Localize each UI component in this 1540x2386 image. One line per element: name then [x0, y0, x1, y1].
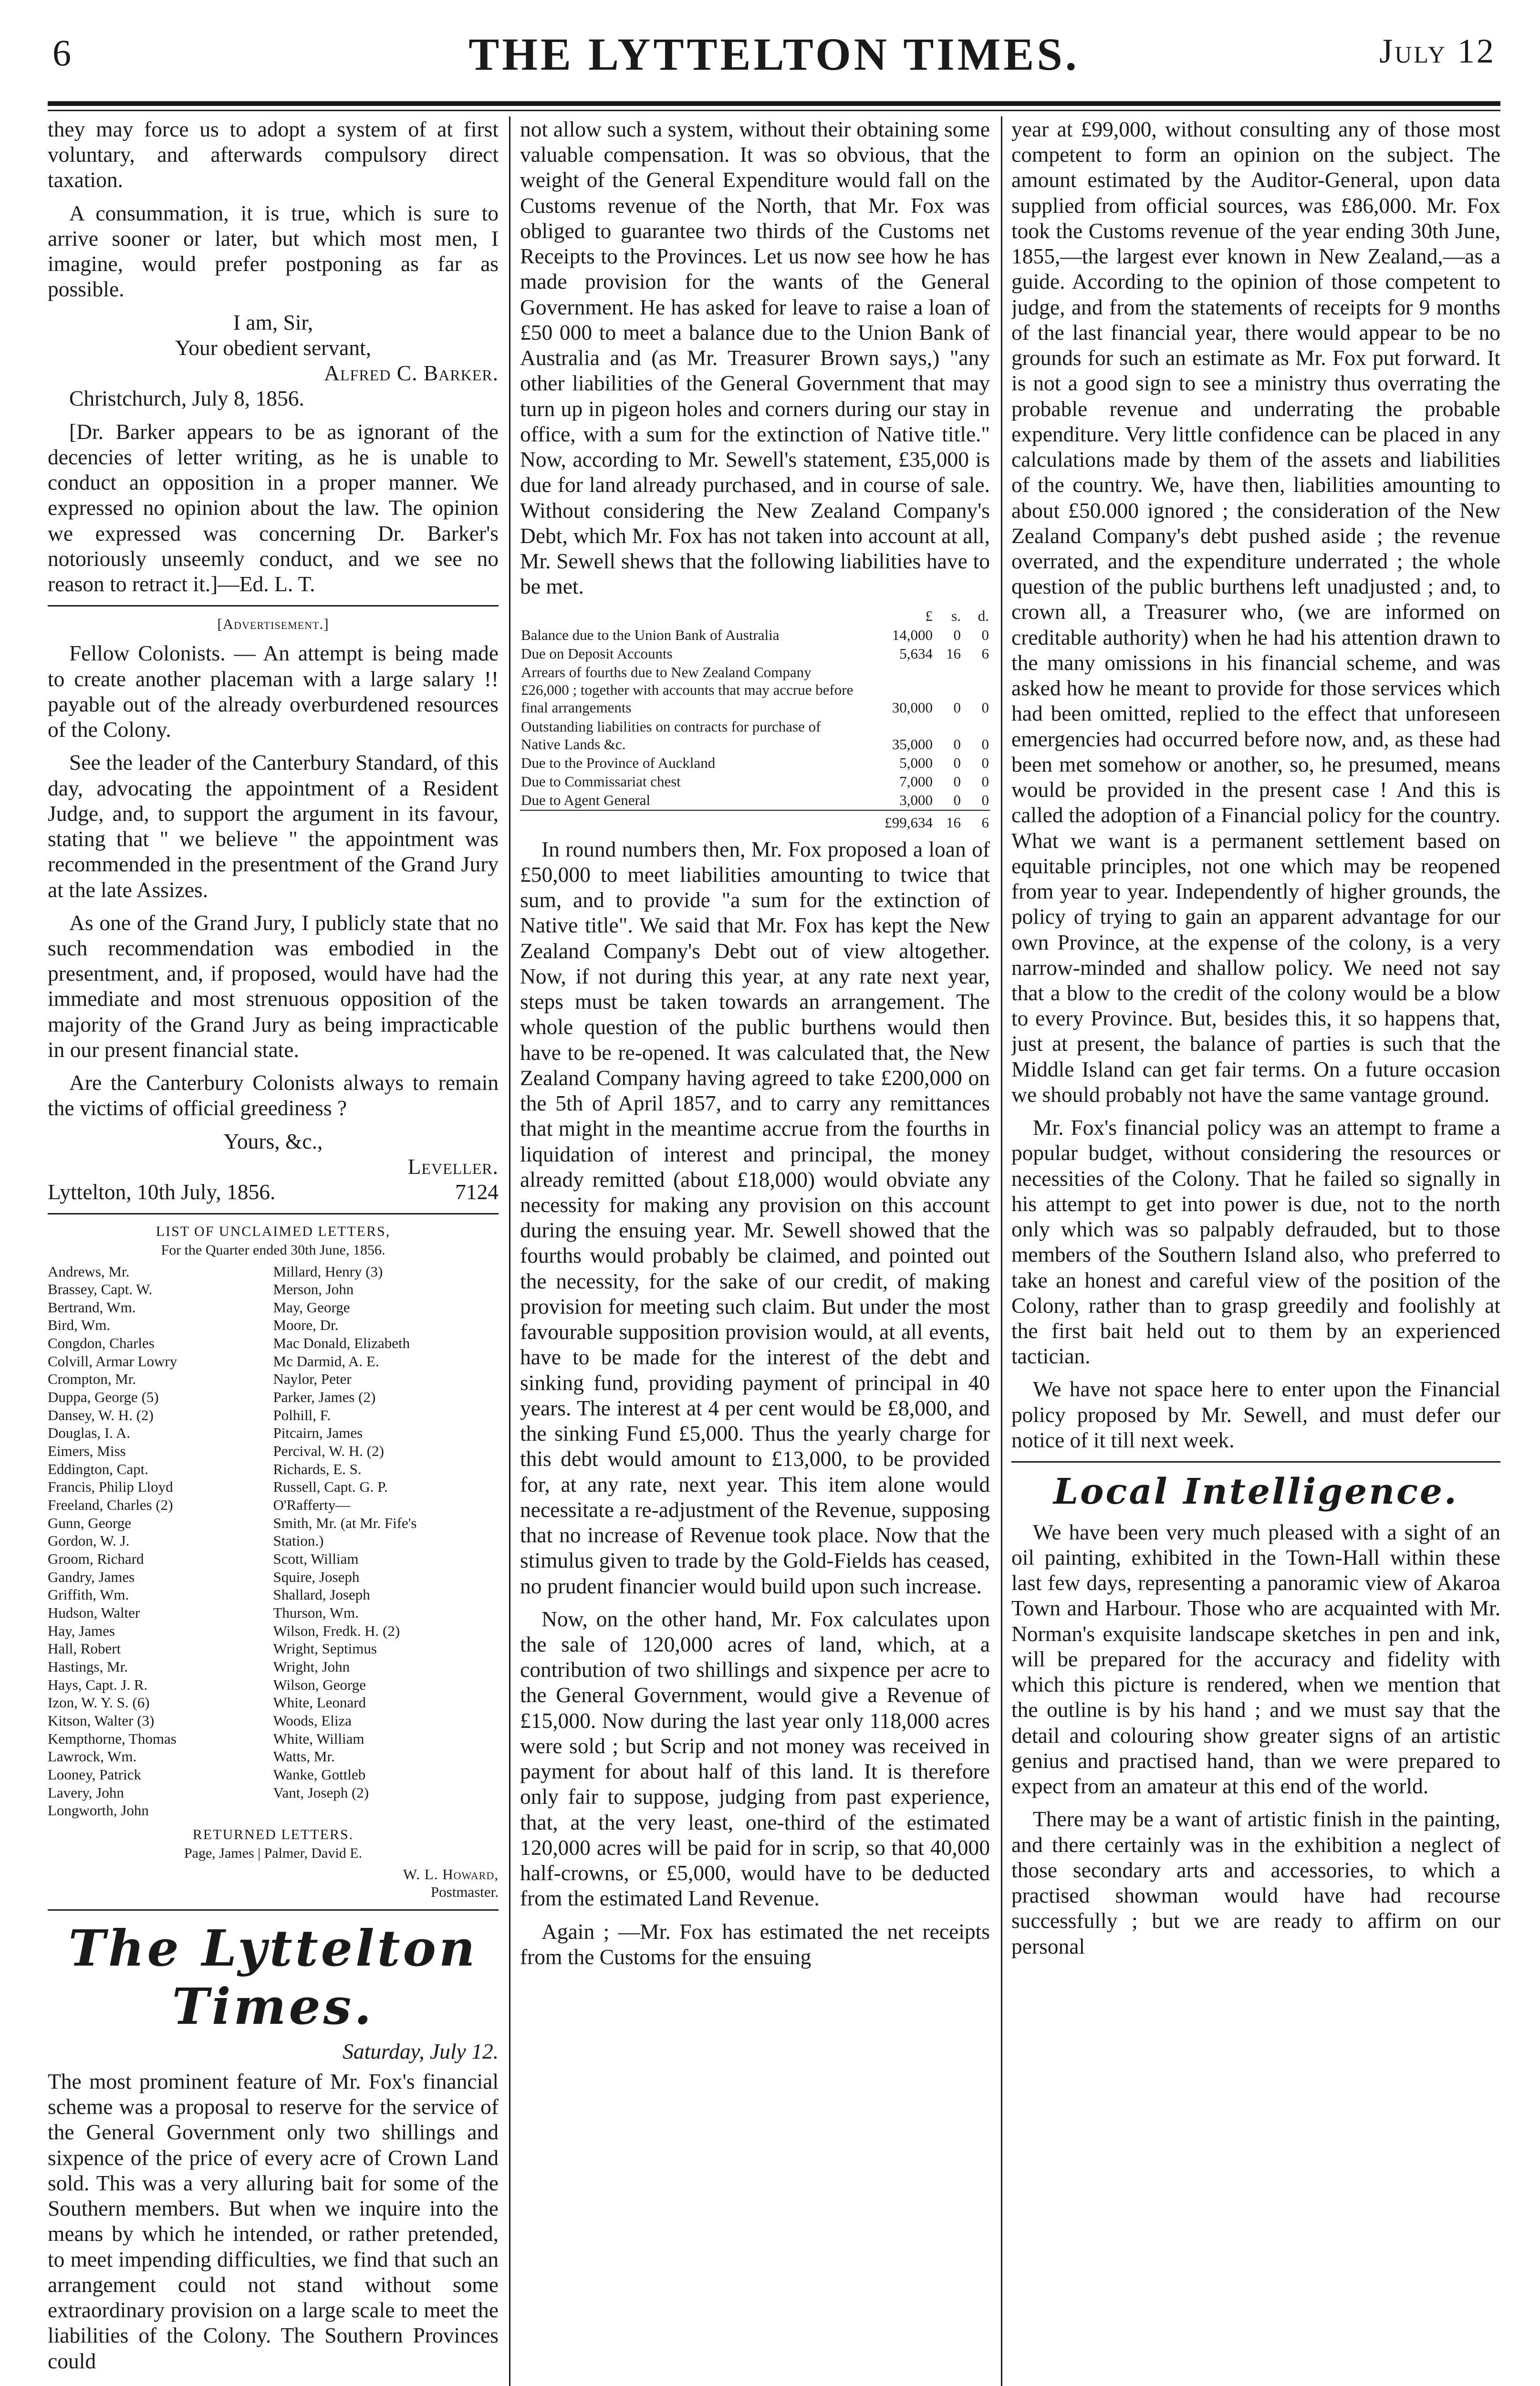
unclaimed-letter-entry: Izon, W. Y. S. (6) [48, 1694, 150, 1711]
unclaimed-letter-entry: Shallard, Joseph [273, 1586, 370, 1603]
ledger-shillings: 0 [953, 735, 961, 753]
ledger-shillings: 16 [946, 645, 961, 662]
local-intelligence-heading: Local Intelligence. [1053, 1471, 1458, 1513]
unclaimed-letter-entry: White, Leonard [273, 1694, 366, 1711]
leader-paragraph-1: The most prominent feature of Mr. Fox's financial scheme was a proposal to reserve for the service of the General Government only two shillings and sixpence of the price of every acre of Crown Land sold. This was a very alluring bait for some of the Southern members. But when we inquire into the means by which he intended, or rather pretended, to meet impending difficulties, we find that such an arrangement could not stand without some extraordinary provision on a large scale to meet the liabilities of the Colony. The Southern Provinces could [48, 2069, 499, 2373]
letter-place-date: Christchurch, July 8, 1856. [69, 386, 304, 411]
leader-paragraph-7: Mr. Fox's financial policy was an attempt to frame a popular budget, without considering the resources or necessities of the Colony. That he failed so signally in his attempt to get into power is due, not to the north only which was so palpably defrauded, but to those members of the Southern Island also, who preferred to take an honest and careful view of the position of the Colony, rather than to grasp greedily and foolishly at the first bait held out to them by an experienced tactician. [1011, 1115, 1500, 1369]
unclaimed-letter-entry: Colvill, Armar Lowry [48, 1352, 177, 1370]
column-divider-2 [1001, 116, 1002, 2386]
ledger-shillings: 0 [953, 792, 961, 809]
header-rule-thin [48, 110, 1500, 111]
unclaimed-letter-entry: Hastings, Mr. [48, 1658, 128, 1675]
column-3 [1011, 116, 1500, 2386]
ledger-shillings: 0 [953, 626, 961, 643]
leader-paragraph-4: Now, on the other hand, Mr. Fox calculates upon the sale of 120,000 acres of land, which, at a contribution of two shillings and sixpence per acre to the General Government, would give a Revenue of £15,000. Now during the last year only 118,000 acres were sold ; but Scrip and not money was received in payment for about half of this land. It is therefore only fair to suppose, judging from past experience, that, at the very least, one-third of the estimated 120,000 acres will be paid for in scrip, so that 40,000 half-crowns, or £5,000, would have to be deducted from the estimated Land Revenue. [520, 1606, 990, 1911]
ledger-shillings: 0 [953, 699, 961, 716]
advert-paragraph-1: Fellow Colonists. — An attempt is being made to create another placeman with a large salary !! payable out of the already overburdened resources of the Colony. [48, 641, 499, 742]
advert-number: 7124 [455, 1180, 499, 1204]
leader-masthead: The Lyttelton Times. [68, 1919, 478, 2036]
unclaimed-letter-entry: Station.) [273, 1532, 324, 1549]
ledger-pounds: 30,000 [892, 699, 933, 716]
unclaimed-letter-entry: Freeland, Charles (2) [48, 1496, 173, 1514]
unclaimed-letter-entry: Gunn, George [48, 1514, 132, 1531]
ledger-row [520, 626, 990, 644]
advert-paragraph-3: As one of the Grand Jury, I publicly state that no such recommendation was embodied in the presentment, and, if proposed, would have had the immediate and most strenuous opposition of the majority of the Grand Jury as being impracticable in our present financial state. [48, 910, 499, 1062]
unclaimed-letter-entry: Wilson, Fredk. H. (2) [273, 1622, 400, 1639]
unclaimed-letters-list [48, 1263, 499, 1820]
unclaimed-letter-entry: Naylor, Peter [273, 1371, 352, 1388]
liabilities-table [520, 607, 990, 831]
advert-footer [48, 1179, 499, 1204]
ledger-pounds: 5,634 [899, 645, 933, 662]
ledger-head-pounds: £ [925, 607, 933, 625]
ledger-label: Outstanding liabilities on contracts for purchase of Native Lands &c. [521, 718, 821, 753]
unclaimed-letter-entry: Richards, E. S. [273, 1460, 362, 1477]
unclaimed-letter-entry: Hudson, Walter [48, 1604, 140, 1621]
ledger-total-row [520, 810, 990, 832]
unclaimed-letter-entry: Looney, Patrick [48, 1766, 141, 1783]
ledger-total-shillings: 16 [934, 810, 962, 832]
page-number: 6 [52, 32, 71, 73]
unclaimed-letter-entry: Wright, John [273, 1658, 350, 1675]
header-date: July 12 [1379, 32, 1496, 70]
ledger-label: Due to Agent General [521, 792, 651, 809]
letter-closing: I am, Sir, [233, 310, 313, 335]
unclaimed-letter-entry: Eimers, Miss [48, 1443, 126, 1460]
column-divider-1 [509, 116, 510, 2386]
unclaimed-letter-entry: Mc Darmid, A. E. [273, 1352, 379, 1370]
unclaimed-letter-entry: Lavery, John [48, 1784, 124, 1801]
advert-closing: Yours, &c., [223, 1129, 323, 1153]
unclaimed-letter-entry: Woods, Eliza [273, 1712, 352, 1729]
letter-paragraph-2: A consummation, it is true, which is sure to arrive sooner or later, but which most men, I imagine, would prefer postponing as far as possible. [48, 200, 499, 302]
ledger-row [520, 663, 990, 717]
ledger-row [520, 772, 990, 791]
unclaimed-letters-title: LIST OF UNCLAIMED LETTERS, [156, 1224, 391, 1240]
unclaimed-letter-entry: Gandry, James [48, 1568, 135, 1585]
ledger-head-pence: d. [978, 607, 989, 625]
unclaimed-letter-entry: Hays, Capt. J. R. [48, 1676, 148, 1693]
ledger-header-row [520, 607, 990, 625]
unclaimed-letter-entry: Duppa, George (5) [48, 1389, 159, 1406]
leader-paragraph-3: In round numbers then, Mr. Fox proposed a loan of £50,000 to meet liabilities amounting to twice that sum, and to provide "a sum for the extinction of Native title". We said that Mr. Fox has kept the New Zealand Company's Debt out of view altogether. Now, if not during this year, at any rate next year, steps must be taken towards an arrangement. The whole question of the public burthens would then have to be re-opened. It was calculated that, the New Zealand Company having agreed to take £200,000 on the 5th of April 1857, and to carry any remittances that might in the meantime accrue from the fourths in liquidation of interest and principal, the money already remitted (about £18,000) would obviate any necessity for making any provision on this account during the ensuing year. Mr. Sewell showed that the fourths would probably be claimed, and pointed out the necessity, for the sake of our credit, of making provision for meeting such claim. But under the most favourable supposition provision would, at all events, have to be made for the interest of the debt and sinking fund, providing payment of principal in 40 years. The interest at 4 per cent would be £8,000, and the sinking Fund £5,000. Thus the yearly charge for this debt would amount to £13,000, to be provided for, at any rate, next year. This item alone would necessitate a re-adjustment of the Revenue, supposing that no increase of Revenue took place. Now that the stimulus given to trade by the Gold-Fields has ceased, no prudent financier would build upon such increase. [520, 837, 990, 1598]
local-paragraph-1: We have been very much pleased with a sight of an oil painting, exhibited in the Town-Hall within these last few days, representing a panoramic view of Akaroa Town and Harbour. Those who are acquainted with Mr. Norman's exquisite landscape sketches in pen and ink, will be prepared for the accuracy and fidelity with which this picture is rendered, when we mention that the outline is by his hand ; and we must say that the detail and colouring show greater signs of an artistic genius and practised hand, than we were prepared to expect from an amateur at this end of the world. [1011, 1519, 1500, 1799]
ledger-pounds: 3,000 [899, 792, 933, 809]
ledger-row [520, 791, 990, 810]
advert-paragraph-4: Are the Canterbury Colonists always to remain the victims of official greediness ? [48, 1070, 499, 1120]
section-rule [48, 1213, 499, 1214]
unclaimed-letter-entry: Scott, William [273, 1550, 359, 1568]
leader-paragraph-2: not allow such a system, without their obtaining some valuable compensation. It was so obvious, that the weight of the General Expenditure would fall on the Customs revenue of the North, that Mr. Fox was obliged to guarantee two thirds of the Customs net Receipts to the Provinces. Let us now see how he has made provision for the wants of the General Government. He has asked for leave to raise a loan of £50 000 to meet a balance due to the Union Bank of Australia and (as Mr. Treasurer Brown says,) "any other liabilities of the General Government that may turn up in pigeon holes and corners during our stay in office, with a sum for the extinction of Native title." Now, according to Mr. Sewell's statement, £35,000 is due for land already purchased, and in course of sale. Without considering the New Zealand Company's Debt, which Mr. Fox has not taken into account at all, Mr. Sewell shews that the following liabilities have to be met. [520, 117, 990, 599]
unclaimed-letter-entry: Douglas, I. A. [48, 1424, 131, 1442]
unclaimed-letter-entry: Lawrock, Wm. [48, 1748, 137, 1765]
section-rule [1011, 1461, 1500, 1463]
unclaimed-letter-entry: Eddington, Capt. [48, 1460, 148, 1477]
letter-paragraph-1: they may force us to adopt a system of at first voluntary, and afterwards compulsory direct taxation. [48, 117, 499, 192]
unclaimed-letter-entry: Brassey, Capt. W. [48, 1281, 153, 1298]
unclaimed-letter-entry: Watts, Mr. [273, 1748, 335, 1765]
section-rule [48, 1909, 499, 1911]
letter-signature: Alfred C. Barker. [324, 361, 499, 386]
advertisement-label: [Advertisement.] [217, 616, 329, 633]
ledger-shillings: 0 [953, 754, 961, 771]
ledger-pence: 0 [981, 754, 989, 771]
unclaimed-letters-subtitle: For the Quarter ended 30th June, 1856. [161, 1242, 385, 1258]
unclaimed-letter-entry: Moore, Dr. [273, 1317, 339, 1334]
unclaimed-letter-entry: Groom, Richard [48, 1550, 144, 1568]
unclaimed-letter-entry: Parker, James (2) [273, 1389, 376, 1406]
unclaimed-letter-entry: Mac Donald, Elizabeth [273, 1335, 410, 1352]
unclaimed-letter-entry: Kitson, Walter (3) [48, 1712, 155, 1729]
ledger-row [520, 644, 990, 663]
returned-letters-title: RETURNED LETTERS. [192, 1826, 354, 1842]
unclaimed-letter-entry: Longworth, John [48, 1802, 149, 1819]
ledger-pounds: 35,000 [892, 735, 933, 753]
column-1 [48, 116, 499, 2386]
unclaimed-letter-entry: Thurson, Wm. [273, 1604, 359, 1621]
column-2 [520, 116, 990, 2386]
ledger-pence: 0 [981, 626, 989, 643]
leader-date: Saturday, July 12. [343, 2039, 499, 2063]
ledger-head-shillings: s. [951, 607, 961, 625]
unclaimed-letter-entry: Hall, Robert [48, 1640, 121, 1657]
advert-paragraph-2: See the leader of the Canterbury Standard, of this day, advocating the appointment of a Resident Judge, and, to support the argument in its favour, stating that " we believe " the appointment was recommended in the presentment of the Grand Jury at the late Assizes. [48, 750, 499, 902]
unclaimed-letter-entry: Merson, John [273, 1281, 354, 1298]
unclaimed-letter-entry: Squire, Joseph [273, 1568, 360, 1585]
leader-paragraph-8: We have not space here to enter upon the Financial policy proposed by Mr. Sewell, and must defer our notice of it till next week. [1011, 1377, 1500, 1452]
ledger-total-pence: 6 [962, 810, 990, 832]
ledger-pence: 0 [981, 699, 989, 716]
ledger-pounds: 14,000 [892, 626, 933, 643]
unclaimed-letter-entry: Polhill, F. [273, 1406, 331, 1423]
unclaimed-letter-entry: Bertrand, Wm. [48, 1298, 136, 1316]
postmaster-title: Postmaster. [430, 1884, 499, 1901]
unclaimed-letter-entry: Pitcairn, James [273, 1424, 363, 1442]
local-paragraph-2: There may be a want of artistic finish in the painting, and there certainly was in the exhibition a neglect of those secondary arts and accessories, to which a practised showman would have had recourse successfully ; but we are ready to affirm on our personal [1011, 1807, 1500, 1958]
ledger-pounds: 5,000 [899, 754, 933, 771]
unclaimed-letter-entry: Andrews, Mr. [48, 1263, 130, 1280]
unclaimed-letter-entry: Griffith, Wm. [48, 1586, 129, 1603]
advert-signature: Leveller. [407, 1154, 499, 1179]
letter-closing-servant: Your obedient servant, [175, 335, 372, 360]
ledger-pence: 6 [981, 645, 989, 662]
ledger-label: Due to the Province of Auckland [521, 754, 716, 771]
ledger-row [520, 717, 990, 753]
unclaimed-letter-entry: Smith, Mr. (at Mr. Fife's [273, 1514, 417, 1531]
unclaimed-letter-entry: O'Rafferty— [273, 1496, 351, 1514]
section-rule [48, 605, 499, 607]
unclaimed-letter-entry: Russell, Capt. G. P. [273, 1478, 388, 1496]
unclaimed-letter-entry: Gordon, W. J. [48, 1532, 130, 1549]
unclaimed-letter-entry: May, George [273, 1298, 350, 1316]
masthead-title: THE LYTTELTON TIMES. [468, 29, 1080, 80]
unclaimed-letter-entry: Bird, Wm. [48, 1317, 111, 1334]
postmaster-name: W. L. Howard, [403, 1866, 499, 1883]
unclaimed-letter-entry: White, William [273, 1730, 364, 1747]
ledger-label: Balance due to the Union Bank of Australia [521, 626, 780, 643]
unclaimed-letters-right-column [273, 1263, 499, 1820]
unclaimed-letter-entry: Millard, Henry (3) [273, 1263, 383, 1280]
ledger-pence: 0 [981, 773, 989, 790]
unclaimed-letter-entry: Francis, Philip Lloyd [48, 1478, 173, 1496]
returned-letters-list: Page, James | Palmer, David E. [184, 1845, 363, 1861]
unclaimed-letter-entry: Vant, Joseph (2) [273, 1784, 369, 1801]
ledger-label: Arrears of fourths due to New Zealand Company £26,000 ; together with accounts that may accrue before final arrangements [521, 664, 853, 716]
ledger-pounds: 7,000 [899, 773, 933, 790]
advert-place-date: Lyttelton, 10th July, 1856. [48, 1180, 276, 1204]
unclaimed-letter-entry: Percival, W. H. (2) [273, 1443, 384, 1460]
unclaimed-letter-entry: Crompton, Mr. [48, 1371, 136, 1388]
unclaimed-letter-entry: Wright, Septimus [273, 1640, 377, 1657]
unclaimed-letter-entry: Hay, James [48, 1622, 115, 1639]
ledger-pence: 0 [981, 792, 989, 809]
ledger-shillings: 0 [953, 773, 961, 790]
unclaimed-letter-entry: Kempthorne, Thomas [48, 1730, 177, 1747]
unclaimed-letter-entry: Wanke, Gottleb [273, 1766, 366, 1783]
leader-paragraph-5: Again ; —Mr. Fox has estimated the net receipts from the Customs for the ensuing [520, 1919, 990, 1969]
ledger-label: Due on Deposit Accounts [521, 645, 673, 662]
ledger-total-pounds: £99,634 [860, 810, 934, 832]
leader-paragraph-6: year at £99,000, without consulting any of those most competent to form an opinion on the subject. The amount estimated by the Auditor-General, upon data supplied from official sources, was £86,000. Mr. Fox took the Customs revenue of the year ending 30th June, 1855,—the largest ever known in New Zealand,—as a guide. According to the opinion of those competent to judge, and from the statements of receipts for 9 months of the last financial year, there would appear to be no grounds for such an estimate as Mr. Fox put forward. It is not a good sign to see a ministry thus overrating the probable revenue and underrating the probable expenditure. Very little confidence can be placed in any calculations made by them of the assets and liabilities of the country. We, have then, liabilities amounting to about £50.000 ignored ; the consideration of the New Zealand Company's debt pushed aside ; the revenue overrated, and the expenditure underrated ; the whole question of the public burthens left unadjusted ; and, to crown all, a Treasurer who, (we are informed on creditable authority) when he had his attention drawn to the many omissions in his financial scheme, and was asked how he meant to provide for those services which had been omitted, replied to the effect that unforeseen emergencies had occurred before now, and, as these had been met somehow or another, so, he presumed, means would be provided in the present case ! And this is called the adoption of a Financial policy for the country. What we want is a permanent settlement based on equitable principles, not one which may be reopened from year to year. Independently of higher grounds, the policy of trying to gain an apparent advantage for our own Province, at the expense of the colony, is a very narrow-minded and shallow policy. We need not say that a blow to the credit of the colony would be a blow to every Province. But, besides this, it so happens that, just at present, the balance of parties is such that the Middle Island can get fair terms. On a future occasion we should probably not have the same vantage ground. [1011, 117, 1500, 1107]
unclaimed-letter-entry: Dansey, W. H. (2) [48, 1406, 154, 1423]
header-rule-thick [48, 101, 1500, 106]
ledger-row [520, 753, 990, 772]
unclaimed-letter-entry: Wilson, George [273, 1676, 366, 1693]
ledger-pence: 0 [981, 735, 989, 753]
unclaimed-letters-left-column [48, 1263, 273, 1820]
unclaimed-letter-entry: Congdon, Charles [48, 1335, 155, 1352]
editor-note: [Dr. Barker appears to be as ignorant of the decencies of letter writing, as he is unable to conduct an opposition in a proper manner. We expressed no opinion about the law. The opinion we expressed was concerning Dr. Barker's notoriously unseemly conduct, and we see no reason to retract it.]—Ed. L. T. [48, 419, 499, 596]
ledger-label: Due to Commissariat chest [521, 773, 681, 790]
